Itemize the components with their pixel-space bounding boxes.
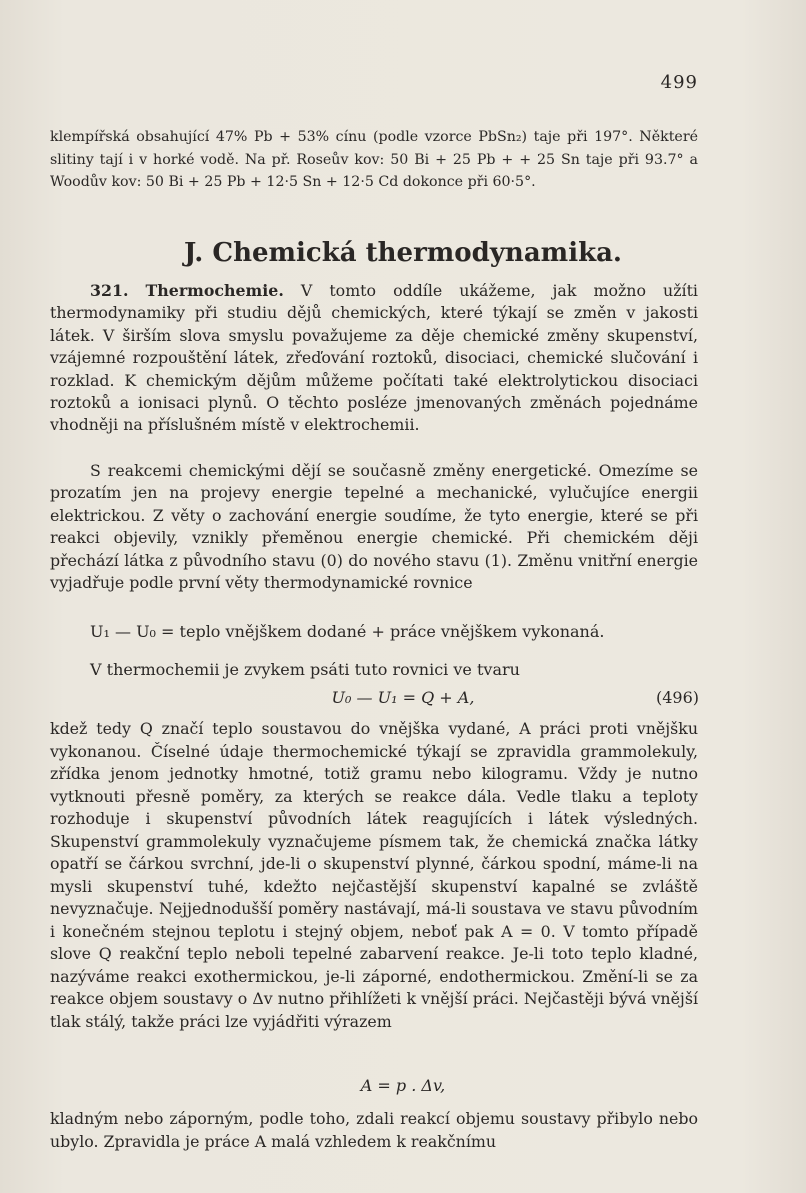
equation-1: U₁ — U₀ = teplo vnějškem dodané + práce vnějškem vykonaná. [90, 622, 605, 641]
section-paragraph-1 [50, 280, 698, 437]
equation-number: (496) [656, 688, 700, 707]
section-paragraph-4: kladným nebo záporným, podle toho, zdali reakcí objemu soustavy přibylo nebo ubylo. Zpravidla je práce A malá vzhledem k reakčnímu [50, 1109, 698, 1151]
equation-2-intro: V thermochemii je zvykem psáti tuto rovnici ve tvaru [90, 660, 520, 679]
top-paragraph: klempířská obsahující 47% Pb + 53% cínu (podle vzorce PbSn₂) taje při 197°. Některé slitiny tají i v horké vodě. Na př. Roseův kov: 50 Bi + 25 Pb + + 25 Sn taje při 93.7° a Woodův kov: 50 Bi + 25 Pb + 12·5 Sn + 12·5 Cd dokonce při 60·5°. [50, 129, 698, 190]
paragraph-text: V tomto oddíle ukážeme, jak možno užíti thermodynamiky při studiu dějů chemických, které týkají se změn v jakosti látek. V širším slova smyslu považujeme za děje chemické změny skupenství, vzájemné rozpouštění látek, zřeďování roztoků, disociaci, chemické slučování i rozklad. K chemickým dějům můžeme počítati také elektrolytickou disociaci roztoků a ionisaci plynů. O těchto posléze jmenovaných změnách pojednáme vhodněji na příslušném místě v elektrochemii. [50, 281, 698, 435]
section-heading: Thermochemie. [145, 281, 284, 300]
page-number: 499 [660, 72, 698, 93]
equation-2: U₀ — U₁ = Q + A, [331, 688, 475, 707]
equation-3: A = p . Δv, [360, 1076, 446, 1095]
section-title: J. Chemická thermodynamika. [183, 238, 622, 268]
section-paragraph-2: S reakcemi chemickými dějí se současně změny energetické. Omezíme se prozatím jen na projevy energie tepelné a mechanické, vylučujíce energii elektrickou. Z věty o zachování energie soudíme, že tyto energie, které se při reakci objevily, vznikly přeměnou energie chemické. Při chemickém ději přechází látka z původního stavu (0) do nového stavu (1). Změnu vnitřní energie vyjadřuje podle první věty thermodynamické rovnice [50, 461, 698, 593]
section-paragraph-3: kdež tedy Q značí teplo soustavou do vnějška vydané, A práci proti vnějšku vykonanou. Číselné údaje thermochemické týkají se zpravidla grammolekuly, zřídka jenom jednotky hmotné, totiž gramu nebo kilogramu. Vždy je nutno vytknouti přesně poměry, za kterých se reakce dála. Vedle tlaku a teploty rozhoduje i skupenství původních látek reagujících i látek výsledných. Skupenství grammolekuly vyznačujeme písmem tak, že chemická značka látky opatří se čárkou svrchní, jde-li o skupenství plynné, čárkou spodní, máme-li na mysli skupenství tuhé, kdežto nejčastější skupenství kapalné se zvláště nevyznačuje. Nejjednodušší poměry nastávají, má-li soustava ve stavu původním i konečném stejnou teplotu i stejný objem, neboť pak A = 0. V tomto případě slove Q reakční teplo neboli tepelné zabarvení reakce. Je-li toto teplo kladné, nazýváme reakci exothermickou, je-li záporné, endothermickou. Změní-li se za reakce objem soustavy o Δv nutno přihlížeti k vnější práci. Nejčastěji bývá vnější tlak stálý, takže práci lze vyjádřiti výrazem [50, 719, 698, 1031]
section-number: 321. [90, 281, 129, 300]
